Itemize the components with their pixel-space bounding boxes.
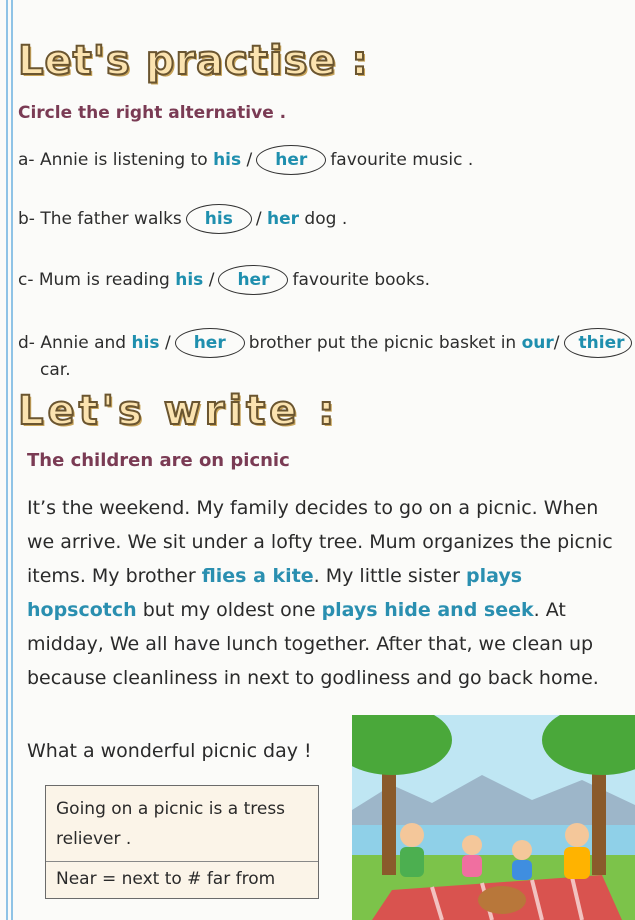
exercise-item-d-continued: car. — [40, 360, 71, 380]
option-his[interactable]: his — [175, 270, 204, 290]
write-heading: Let's write : — [18, 388, 339, 434]
item-text: brother put the picnic basket in — [248, 333, 522, 353]
exercise-item-a — [18, 145, 473, 175]
picnic-illustration — [352, 715, 635, 920]
slash: / — [255, 209, 267, 229]
passage-text: It’s the weekend. My family decides to go on a picnic. When we arrive. We sit under a lofty tree. Mum organizes the picnic items. My brother — [27, 497, 613, 587]
highlight-phrase: plays hide and seek — [321, 599, 534, 621]
exercise-item-b — [18, 204, 347, 234]
circled-option-her[interactable]: her — [218, 265, 288, 295]
item-text: dog . — [299, 209, 348, 229]
margin-line — [11, 0, 13, 920]
passage-text: but my oldest one — [136, 599, 322, 621]
note-line: Near = next to # far from — [56, 869, 276, 889]
passage-text: . At midday, We all have lunch together. After that, we clean up because cleanliness in next to godliness and go back home. — [27, 599, 599, 689]
exercise-item-d — [18, 328, 632, 358]
circled-option-her[interactable]: her — [256, 145, 326, 175]
note-line: Going on a picnic is a tress reliever . — [56, 799, 286, 849]
item-text: favourite music . — [330, 150, 474, 170]
instruction: Circle the right alternative . — [18, 103, 287, 123]
circled-option-his[interactable]: his — [186, 204, 252, 234]
circled-option-her[interactable]: her — [175, 328, 245, 358]
item-text: c- Mum is reading — [18, 270, 176, 290]
item-text: a- Annie is listening to — [18, 150, 214, 170]
item-text: d- Annie and — [18, 333, 132, 353]
option-her[interactable]: her — [267, 209, 300, 229]
slash: / — [159, 333, 171, 353]
item-text: b- The father walks — [18, 209, 182, 229]
passage-text: . My little sister — [313, 565, 466, 587]
slash: / — [553, 333, 560, 353]
highlight-phrase: plays hopscotch — [27, 565, 523, 621]
highlight-phrase: flies a kite — [201, 565, 314, 587]
option-his[interactable]: his — [131, 333, 160, 353]
note-divider — [46, 861, 318, 862]
vocabulary-note-box — [45, 785, 319, 899]
exercise-item-c — [18, 265, 430, 295]
slash: / — [203, 270, 215, 290]
closing-line: What a wonderful picnic day ! — [27, 740, 312, 762]
margin-line — [6, 0, 8, 920]
passage-paragraph — [27, 491, 617, 695]
item-text: favourite books. — [292, 270, 431, 290]
circled-option-thier[interactable]: thier — [564, 328, 632, 358]
practise-heading: Let's practise : — [18, 38, 369, 84]
option-his[interactable]: his — [213, 150, 242, 170]
passage-subtitle: The children are on picnic — [27, 450, 290, 471]
slash: / — [241, 150, 253, 170]
option-our[interactable]: our — [521, 333, 554, 353]
